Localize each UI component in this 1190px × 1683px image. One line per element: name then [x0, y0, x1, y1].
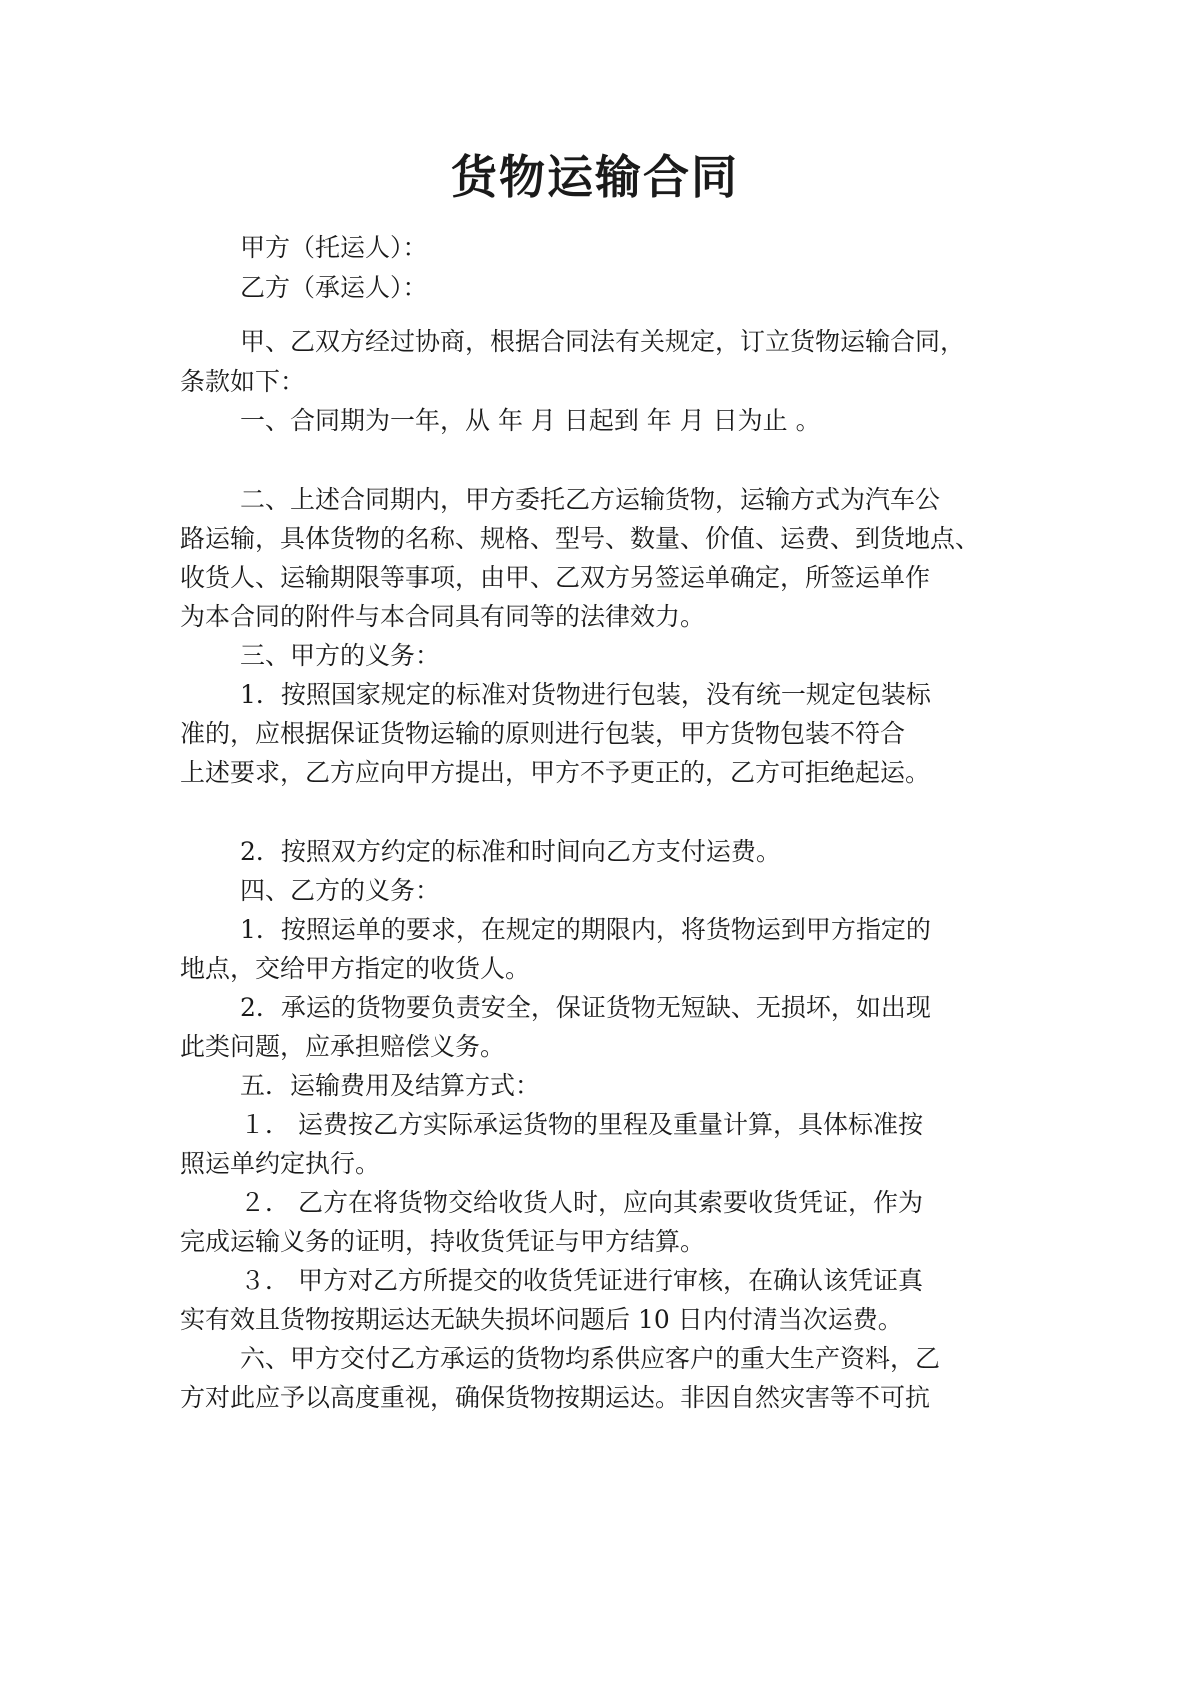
- clause-2-line-4: 为本合同的附件与本合同具有同等的法律效力。: [180, 602, 706, 631]
- clause-4-item-2-line-2: 此类问题，应承担赔偿义务。: [180, 1032, 506, 1061]
- clause-4-item-2-line-1: 2．承运的货物要负责安全，保证货物无短缺、无损坏，如出现: [240, 993, 931, 1022]
- clause-2-line-2: 路运输，具体货物的名称、规格、型号、数量、价值、运费、到货地点、: [180, 524, 981, 553]
- clause-5-item-1-line-2: 照运单约定执行。: [180, 1149, 381, 1178]
- clause-5-heading: 五．运输费用及结算方式：: [240, 1071, 541, 1100]
- clause-2-line-3: 收货人、运输期限等事项，由甲、乙双方另签运单确定，所签运单作: [180, 563, 931, 592]
- clause-2-line-1: 二、上述合同期内，甲方委托乙方运输货物，运输方式为汽车公: [240, 485, 941, 514]
- preamble-line-1: 甲、乙双方经过协商，根据合同法有关规定，订立货物运输合同，: [240, 327, 966, 356]
- clause-4-heading: 四、乙方的义务：: [240, 876, 441, 905]
- clause-6-line-1: 六、甲方交付乙方承运的货物均系供应客户的重大生产资料，乙: [240, 1344, 941, 1373]
- clause-4-item-1-line-1: 1．按照运单的要求，在规定的期限内，将货物运到甲方指定的: [240, 915, 931, 944]
- party-a-line: 甲方（托运人）：: [240, 233, 428, 262]
- clause-1-line: 一、合同期为一年，从 年 月 日起到 年 月 日为止 。: [240, 406, 821, 435]
- clause-3-item-1-line-3: 上述要求，乙方应向甲方提出，甲方不予更正的，乙方可拒绝起运。: [180, 758, 931, 787]
- clause-6-line-2: 方对此应予以高度重视，确保货物按期运达。非因自然灾害等不可抗: [180, 1383, 931, 1412]
- preamble-line-2: 条款如下：: [180, 367, 306, 396]
- clause-5-item-3-line-1: ３． 甲方对乙方所提交的收货凭证进行审核，在确认该凭证真: [240, 1266, 923, 1295]
- clause-5-item-1-line-1: １． 运费按乙方实际承运货物的里程及重量计算，具体标准按: [240, 1110, 923, 1139]
- party-b-line: 乙方（承运人）：: [240, 273, 428, 302]
- clause-3-heading: 三、甲方的义务：: [240, 641, 441, 670]
- clause-3-item-1-line-2: 准的，应根据保证货物运输的原则进行包装，甲方货物包装不符合: [180, 719, 906, 748]
- clause-3-item-2-line: 2．按照双方约定的标准和时间向乙方支付运费。: [240, 837, 781, 866]
- clause-5-item-2-line-1: ２． 乙方在将货物交给收货人时，应向其索要收货凭证，作为: [240, 1188, 923, 1217]
- document-title: 货物运输合同: [451, 150, 739, 204]
- clause-5-item-3-line-2: 实有效且货物按期运达无缺失损坏问题后 10 日内付清当次运费。: [180, 1305, 903, 1334]
- clause-5-item-2-line-2: 完成运输义务的证明，持收货凭证与甲方结算。: [180, 1227, 706, 1256]
- clause-4-item-1-line-2: 地点，交给甲方指定的收货人。: [180, 954, 531, 983]
- clause-3-item-1-line-1: 1．按照国家规定的标准对货物进行包装，没有统一规定包装标: [240, 680, 931, 709]
